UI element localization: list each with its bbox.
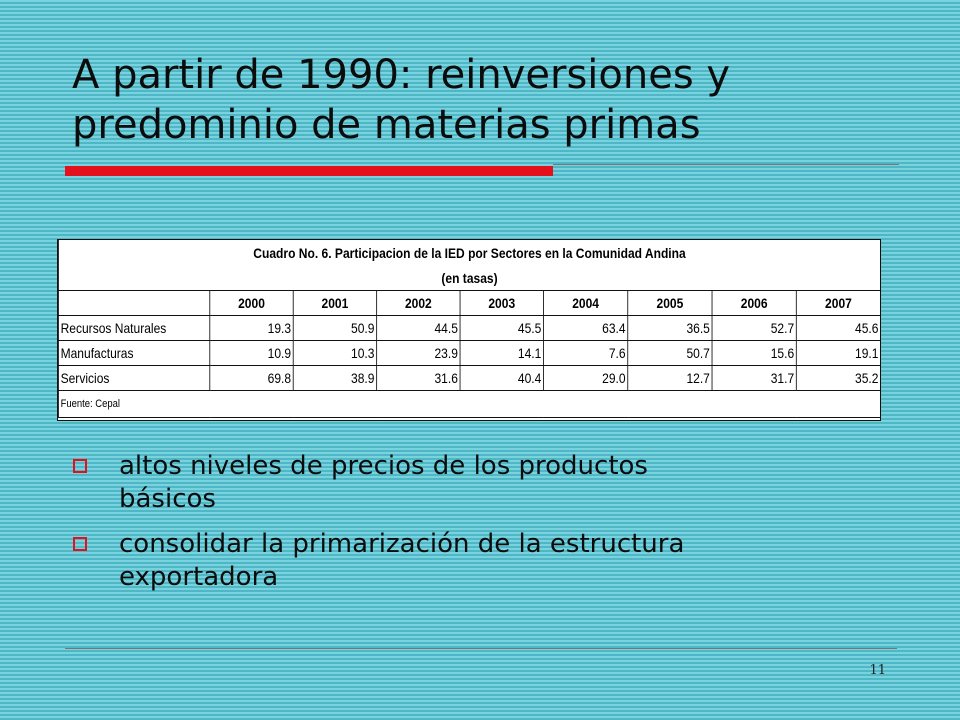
table-caption: Cuadro No. 6. Participacion de la IED por Sectores en la Comunidad Andina <box>58 240 880 265</box>
hollow-square-bullet-icon <box>73 537 87 551</box>
title-underline-red <box>65 166 553 176</box>
title-line-2: predominio de materias primas <box>72 102 701 148</box>
bullet-list <box>70 450 890 606</box>
ied-table <box>58 240 881 418</box>
footer-rule <box>65 648 897 649</box>
header-year: 2002 <box>377 291 460 316</box>
value-cell: 50.9 <box>293 316 376 341</box>
value-cell: 35.2 <box>796 366 880 391</box>
header-year: 2007 <box>796 291 880 316</box>
table-row <box>58 366 880 391</box>
value-cell: 7.6 <box>543 341 627 366</box>
value-cell: 29.0 <box>543 366 627 391</box>
value-cell: 14.1 <box>460 341 543 366</box>
value-cell: 52.7 <box>712 316 796 341</box>
value-cell: 63.4 <box>543 316 627 341</box>
bullet-text-line1: altos niveles de precios de los productos <box>119 451 648 481</box>
value-cell: 44.5 <box>377 316 460 341</box>
value-cell: 69.8 <box>210 366 293 391</box>
bullet-item <box>70 528 890 594</box>
value-cell: 19.1 <box>796 341 880 366</box>
value-cell: 12.7 <box>628 366 712 391</box>
table-row <box>58 341 880 366</box>
value-cell: 19.3 <box>210 316 293 341</box>
value-cell: 10.3 <box>293 341 376 366</box>
bullet-item <box>70 450 890 516</box>
value-cell: 50.7 <box>628 341 712 366</box>
slide-title <box>72 50 912 150</box>
bullet-text-line2: exportadora <box>119 562 279 592</box>
sector-label: Manufacturas <box>58 341 209 366</box>
value-cell: 40.4 <box>460 366 543 391</box>
header-year: 2003 <box>460 291 543 316</box>
header-year: 2006 <box>712 291 796 316</box>
value-cell: 31.7 <box>712 366 796 391</box>
value-cell: 38.9 <box>293 366 376 391</box>
title-underline-thin <box>553 164 899 165</box>
value-cell: 45.5 <box>460 316 543 341</box>
hollow-square-bullet-icon <box>73 459 87 473</box>
header-year: 2004 <box>543 291 627 316</box>
sector-label: Servicios <box>58 366 209 391</box>
page-number: 11 <box>869 663 886 678</box>
bullet-text-line1: consolidar la primarización de la estructura <box>119 529 685 559</box>
header-year: 2000 <box>210 291 293 316</box>
table-subcaption: (en tasas) <box>58 265 880 291</box>
header-year: 2005 <box>628 291 712 316</box>
ied-table-image <box>57 239 881 421</box>
value-cell: 10.9 <box>210 341 293 366</box>
value-cell: 31.6 <box>377 366 460 391</box>
header-sector-cell <box>58 291 209 316</box>
value-cell: 45.6 <box>796 316 880 341</box>
sector-label: Recursos Naturales <box>58 316 209 341</box>
table-source: Fuente: Cepal <box>58 391 880 418</box>
table-header-row <box>58 291 880 316</box>
title-line-1: A partir de 1990: reinversiones y <box>72 52 731 98</box>
bullet-text-line2: básicos <box>119 484 216 514</box>
value-cell: 36.5 <box>628 316 712 341</box>
header-year: 2001 <box>293 291 376 316</box>
value-cell: 23.9 <box>377 341 460 366</box>
table-row <box>58 316 880 341</box>
value-cell: 15.6 <box>712 341 796 366</box>
